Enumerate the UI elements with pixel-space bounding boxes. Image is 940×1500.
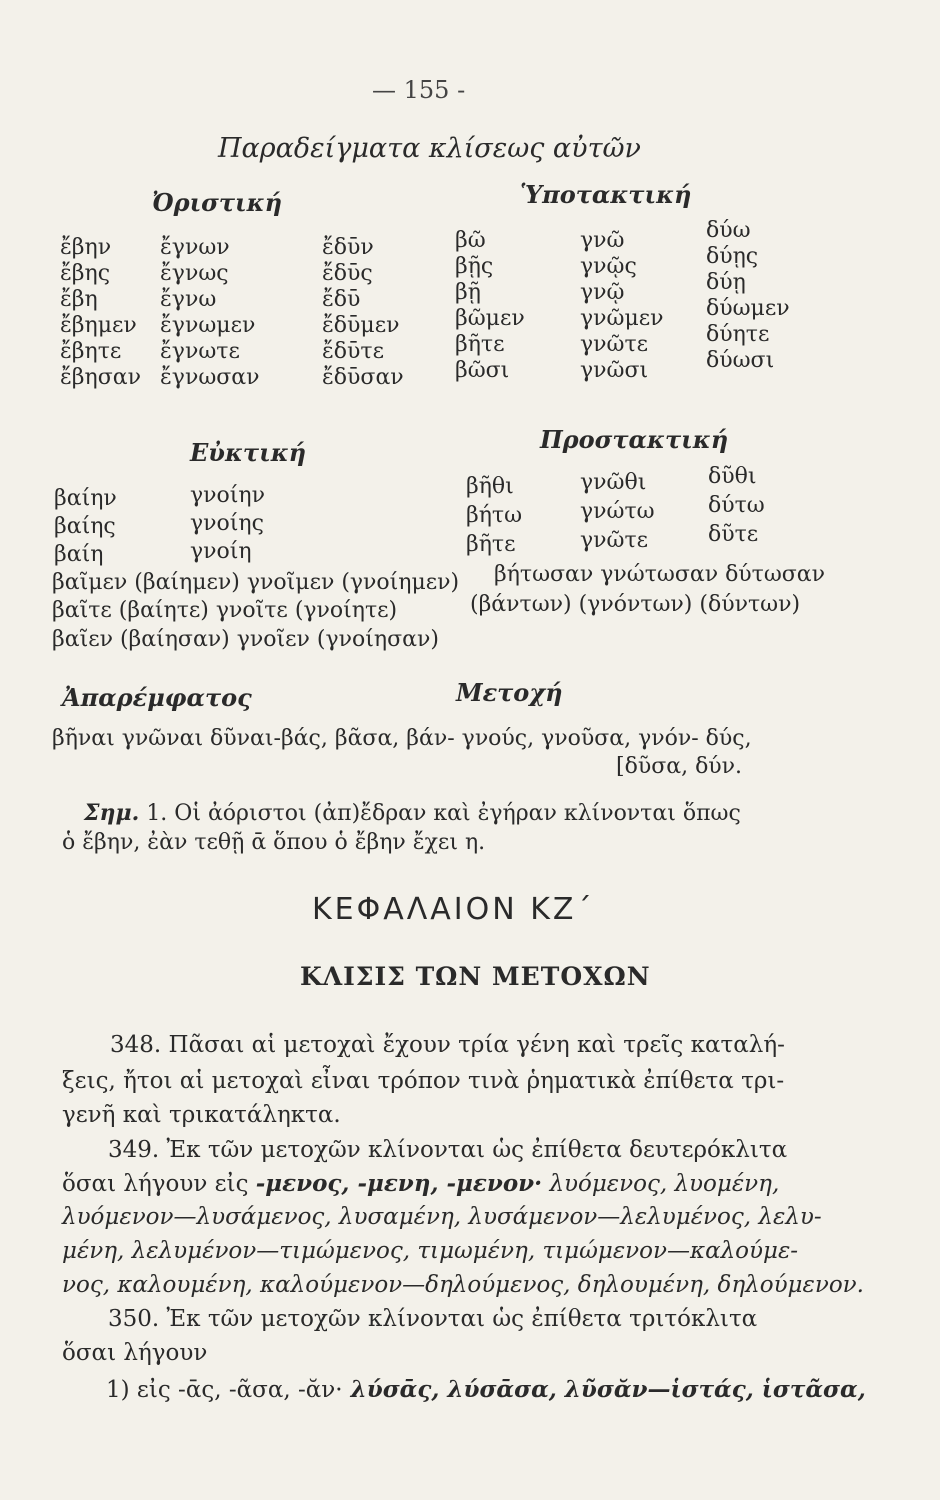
- para-349-line-5: νος, καλουμένη, καλούμενον—δηλούμενος, δηλουμένη, δηλούμενον.: [62, 1272, 864, 1298]
- para-350-line-3: [106, 1376, 866, 1403]
- form: ἔγνω: [160, 287, 217, 312]
- note-line-2: ὁ ἔβην, ἐὰν τεθῇ ᾱ ὅπου ὁ ἔβην ἔχει η.: [62, 830, 486, 855]
- form: ἔδῡν: [322, 235, 374, 260]
- optative-line-5: βαῖτε (βαίητε) γνοῖτε (γνοίητε): [52, 598, 398, 623]
- para-349-example: λυόμενος, λυομένη,: [542, 1171, 780, 1197]
- form: δύω: [706, 218, 751, 243]
- optative-heading: Εὐκτική: [190, 438, 307, 467]
- form: ἔβημεν: [60, 313, 137, 338]
- subjunctive-col1: [455, 228, 525, 384]
- participle-line-2: [δῦσα, δύν.: [616, 754, 743, 779]
- form: γνοίης: [190, 511, 264, 536]
- form: ἔβητε: [60, 339, 122, 364]
- form: βαίη: [54, 542, 104, 567]
- form: γνῶτε: [580, 528, 649, 553]
- para-350-endings: 1) εἰς -ᾱς, -ᾶσα, -ᾰν·: [106, 1377, 343, 1403]
- form: ἔγνωσαν: [160, 365, 260, 390]
- form: ἔβησαν: [60, 365, 141, 390]
- form: δῦτε: [708, 522, 759, 547]
- para-350-line-2: ὅσαι λήγουν: [62, 1340, 208, 1366]
- form: ἔδῡτε: [322, 339, 384, 364]
- form: γνῶθι: [580, 470, 647, 495]
- note-line-1: [84, 800, 741, 826]
- form: ἔδῡμεν: [322, 313, 400, 338]
- para-349-endings: -μενος, -μενη, -μενον·: [255, 1170, 543, 1197]
- imperative-col1: [466, 472, 522, 559]
- form: γνῷ: [580, 280, 625, 305]
- para-349-line-4: μένη, λελυμένον—τιμώμενος, τιμωμένη, τιμώμενον—καλούμε-: [62, 1238, 799, 1264]
- optative-line-6: βαῖεν (βαίησαν) γνοῖεν (γνοίησαν): [52, 627, 439, 652]
- form: ἔδῡσαν: [322, 365, 404, 390]
- para-348-line-2: ξεις, ἤτοι αἱ μετοχαὶ εἶναι τρόπον τινὰ ῥηματικὰ ἐπίθετα τρι-: [62, 1068, 785, 1094]
- form: βαίης: [54, 514, 116, 539]
- imperative-line-5: (βάντων) (γνόντων) (δύντων): [470, 592, 801, 617]
- para-349-line-2: [62, 1170, 779, 1197]
- form: δύῃ: [706, 270, 746, 295]
- subjunctive-col3: [706, 218, 790, 374]
- indicative-col3: [322, 235, 404, 391]
- form: βῆτε: [455, 332, 505, 357]
- note-text-1: 1. Οἱ ἀόριστοι (ἀπ)ἔδραν καὶ ἐγήραν κλίνονται ὅπως: [146, 801, 741, 826]
- form: ἔβην: [60, 235, 112, 260]
- form: γνοίη: [190, 539, 252, 564]
- form: δύῃς: [706, 244, 759, 269]
- para-350-line-1: 350. Ἐκ τῶν μετοχῶν κλίνονται ὡς ἐπίθετα τριτόκλιτα: [108, 1306, 758, 1332]
- para-349-line-3: λυόμενον—λυσάμενος, λυσαμένη, λυσάμενον—λελυμένος, λελυ-: [62, 1204, 822, 1230]
- form: ἔδῡ: [322, 287, 361, 312]
- form: γνῷς: [580, 254, 637, 279]
- section-title: Παραδείγματα κλίσεως αὐτῶν: [218, 133, 641, 164]
- chapter-title: ΚΕΦΑΛΑΙΟΝ ΚΖ΄: [312, 892, 595, 927]
- imperative-col3: [708, 462, 765, 549]
- form: ἔγνωμεν: [160, 313, 256, 338]
- form: ἔδῡς: [322, 261, 373, 286]
- form: δύωσι: [706, 348, 775, 373]
- form: γνῶμεν: [580, 306, 664, 331]
- indicative-heading: Ὀριστική: [152, 188, 283, 217]
- optative-col1: [54, 485, 117, 569]
- para-350-example: λύσᾱς, λύσᾱσα, λῦσᾰν—ἱστάς, ἱστᾶσα,: [342, 1376, 866, 1403]
- form: ἔγνωτε: [160, 339, 240, 364]
- optative-line-4: βαῖμεν (βαίημεν) γνοῖμεν (γνοίημεν): [52, 570, 460, 595]
- participle-heading: Μετοχή: [456, 678, 563, 707]
- form: γνῶσι: [580, 358, 649, 383]
- form: βῶσι: [455, 358, 510, 383]
- chapter-subtitle: ΚΛΙΣΙΣ ΤΩΝ ΜΕΤΟΧΩΝ: [300, 962, 651, 991]
- imperative-line-4: βήτωσαν γνώτωσαν δύτωσαν: [494, 562, 826, 587]
- form: ἔγνως: [160, 261, 229, 286]
- para-349-line-1: 349. Ἐκ τῶν μετοχῶν κλίνονται ὡς ἐπίθετα δευτερόκλιτα: [108, 1137, 788, 1163]
- form: ἔβης: [60, 261, 111, 286]
- form: βῆθι: [466, 474, 514, 499]
- form: βῆτε: [466, 532, 516, 557]
- note-label: Σημ.: [84, 800, 140, 826]
- indicative-col2: [160, 235, 260, 391]
- page-number: — 155 -: [372, 76, 466, 104]
- form: γνῶ: [580, 228, 625, 253]
- form: γνώτω: [580, 499, 655, 524]
- para-348-line-1: 348. Πᾶσαι αἱ μετοχαὶ ἔχουν τρία γένη καὶ τρεῖς καταλή-: [110, 1032, 785, 1058]
- para-349-text: ὅσαι λήγουν εἰς: [62, 1171, 256, 1197]
- para-348-line-3: γενῆ καὶ τρικατάληκτα.: [62, 1102, 341, 1128]
- optative-col2: [190, 482, 265, 566]
- form: γνῶτε: [580, 332, 649, 357]
- imperative-heading: Προστακτική: [540, 425, 729, 454]
- form: βήτω: [466, 503, 523, 528]
- form: δύωμεν: [706, 296, 790, 321]
- form: δύητε: [706, 322, 770, 347]
- form: δύτω: [708, 493, 765, 518]
- form: δῦθι: [708, 464, 757, 489]
- subjunctive-col2: [580, 228, 664, 384]
- indicative-col1: [60, 235, 141, 391]
- form: βῶμεν: [455, 306, 525, 331]
- form: γνοίην: [190, 483, 265, 508]
- infinitive-heading: Ἀπαρέμφατος: [62, 683, 252, 712]
- form: βῶ: [455, 228, 486, 253]
- form: ἔγνων: [160, 235, 230, 260]
- infinitive-line: βῆναι γνῶναι δῦναι-βάς, βᾶσα, βάν- γνούς, γνοῦσα, γνόν- δύς,: [52, 726, 752, 751]
- form: βῇ: [455, 280, 481, 305]
- form: ἔβη: [60, 287, 98, 312]
- subjunctive-heading: Ὑποτακτική: [520, 180, 692, 209]
- imperative-col2: [580, 468, 655, 555]
- form: βῇς: [455, 254, 494, 279]
- form: βαίην: [54, 486, 117, 511]
